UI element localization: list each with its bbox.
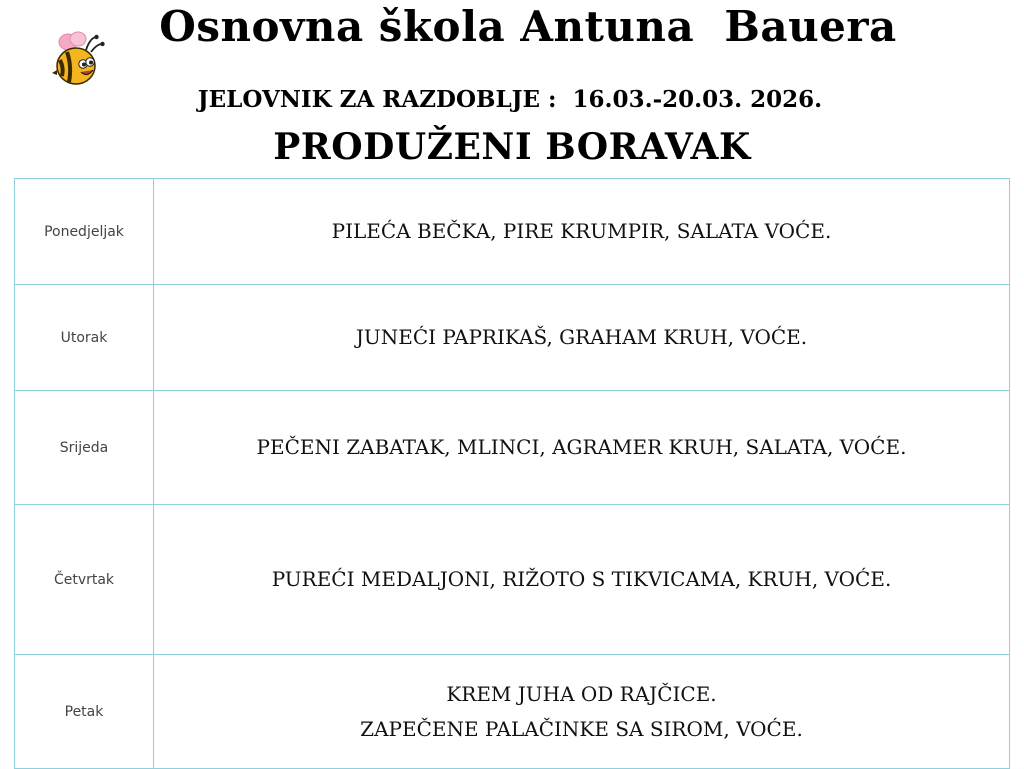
meal-text: PUREĆI MEDALJONI, RIŽOTO S TIKVICAMA, KRUH, VOĆE.	[271, 567, 892, 591]
menu-table	[14, 178, 1010, 769]
meal-text: PEČENI ZABATAK, MLINCI, AGRAMER KRUH, SALATA, VOĆE.	[256, 435, 907, 459]
meal-cell	[154, 655, 1010, 769]
program-title: PRODUŽENI BORAVAK	[273, 126, 751, 168]
meal-cell	[154, 505, 1010, 655]
table-row	[15, 285, 1010, 391]
day-label: Petak	[15, 655, 154, 769]
meal-text: KREM JUHA OD RAJČICE.	[446, 681, 717, 706]
meal-text: ZAPEČENE PALAČINKE SA SIROM, VOĆE.	[360, 716, 803, 741]
table-row	[15, 505, 1010, 655]
table-row	[15, 179, 1010, 285]
school-title: Osnovna škola Antuna Bauera	[159, 2, 897, 51]
table-row	[15, 655, 1010, 769]
day-label: Ponedjeljak	[15, 179, 154, 285]
meal-cell	[154, 391, 1010, 505]
day-label: Četvrtak	[15, 505, 154, 655]
day-label: Srijeda	[15, 391, 154, 505]
meal-text: PILEĆA BEČKA, PIRE KRUMPIR, SALATA VOĆE.	[331, 219, 832, 243]
day-label: Utorak	[15, 285, 154, 391]
table-row	[15, 391, 1010, 505]
meal-cell	[154, 285, 1010, 391]
menu-period: JELOVNIK ZA RAZDOBLJE : 16.03.-20.03. 2026.	[197, 86, 823, 113]
meal-cell	[154, 179, 1010, 285]
meal-text: JUNEĆI PAPRIKAŠ, GRAHAM KRUH, VOĆE.	[355, 325, 808, 349]
